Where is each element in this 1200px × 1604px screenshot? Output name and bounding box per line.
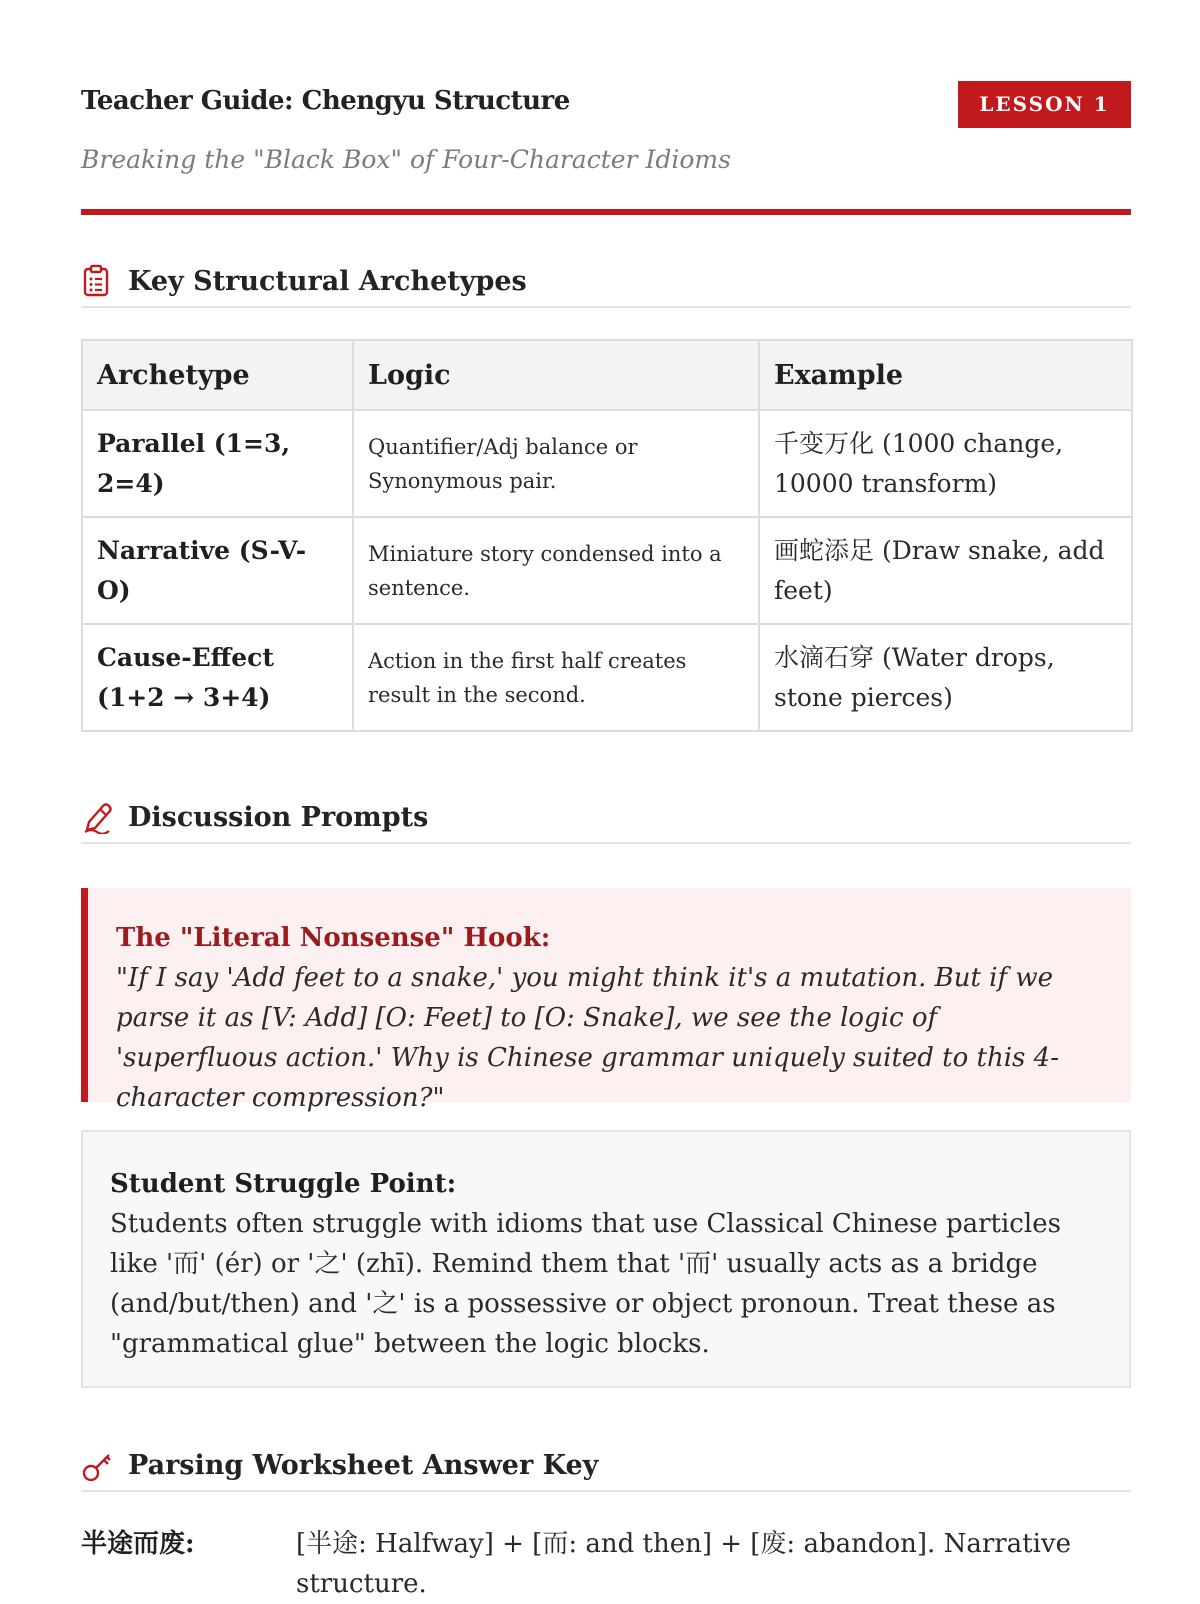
example-cell: 水滴石穿 (Water drops, stone pierces) xyxy=(759,624,1132,731)
document-title: Teacher Guide: Chengyu Structure xyxy=(81,86,570,116)
struggle-body: Students often struggle with idioms that use Classical Chinese particles like '而' (ér) or '之' (zhī). Remind them that '而' usually acts as a bridge (and/but/then) and '之' is a possessive or object pronoun. Treat these as "grammatical glue" between the logic blocks. xyxy=(110,1209,1061,1359)
key-icon xyxy=(81,1448,113,1482)
struggle-callout xyxy=(81,1130,1131,1388)
document-header xyxy=(81,0,1131,215)
clipboard-list-icon xyxy=(81,264,113,298)
logic-cell: Action in the first half creates result in the second. xyxy=(353,624,759,731)
struggle-title: Student Struggle Point: xyxy=(110,1169,457,1199)
lesson-badge: LESSON 1 xyxy=(958,81,1131,128)
answer-explanation: [半途: Halfway] + [而: and then] + [废: abandon]. Narrative structure. xyxy=(296,1529,1072,1599)
logic-cell: Quantifier/Adj balance or Synonymous pair. xyxy=(353,410,759,517)
answer-term: 半途而废: xyxy=(81,1529,195,1559)
section-heading-archetypes xyxy=(81,264,1131,308)
logic-cell: Miniature story condensed into a sentence. xyxy=(353,517,759,624)
column-header-logic: Logic xyxy=(353,340,759,410)
section-title: Parsing Worksheet Answer Key xyxy=(128,1450,599,1481)
document-subtitle: Breaking the "Black Box" of Four-Character Idioms xyxy=(81,145,731,174)
hook-title: The "Literal Nonsense" Hook: xyxy=(116,923,551,953)
table-row xyxy=(82,410,1132,517)
archetypes-table xyxy=(81,339,1133,732)
section-heading-prompts xyxy=(81,800,1131,844)
hook-quote: "If I say 'Add feet to a snake,' you might think it's a mutation. But if we parse it as [V: Add] [O: Feet] to [O: Snake], we see the logic of 'superfluous action.' Why is Chinese grammar uniquely suited to this 4-character compression?" xyxy=(116,963,1059,1113)
archetype-cell: Narrative (S-V-O) xyxy=(82,517,353,624)
example-cell: 画蛇添足 (Draw snake, add feet) xyxy=(759,517,1132,624)
table-row xyxy=(82,517,1132,624)
table-header-row xyxy=(82,340,1132,410)
section-title: Key Structural Archetypes xyxy=(128,266,527,297)
section-heading-answer-key xyxy=(81,1448,1131,1492)
archetype-cell: Parallel (1=3, 2=4) xyxy=(82,410,353,517)
pen-icon xyxy=(81,800,113,834)
page xyxy=(81,0,1131,215)
archetype-cell: Cause-Effect (1+2 → 3+4) xyxy=(82,624,353,731)
example-cell: 千变万化 (1000 change, 10000 transform) xyxy=(759,410,1132,517)
column-header-archetype: Archetype xyxy=(82,340,353,410)
column-header-example: Example xyxy=(759,340,1132,410)
hook-callout xyxy=(81,888,1131,1113)
section-title: Discussion Prompts xyxy=(128,802,429,833)
table-row xyxy=(82,624,1132,731)
